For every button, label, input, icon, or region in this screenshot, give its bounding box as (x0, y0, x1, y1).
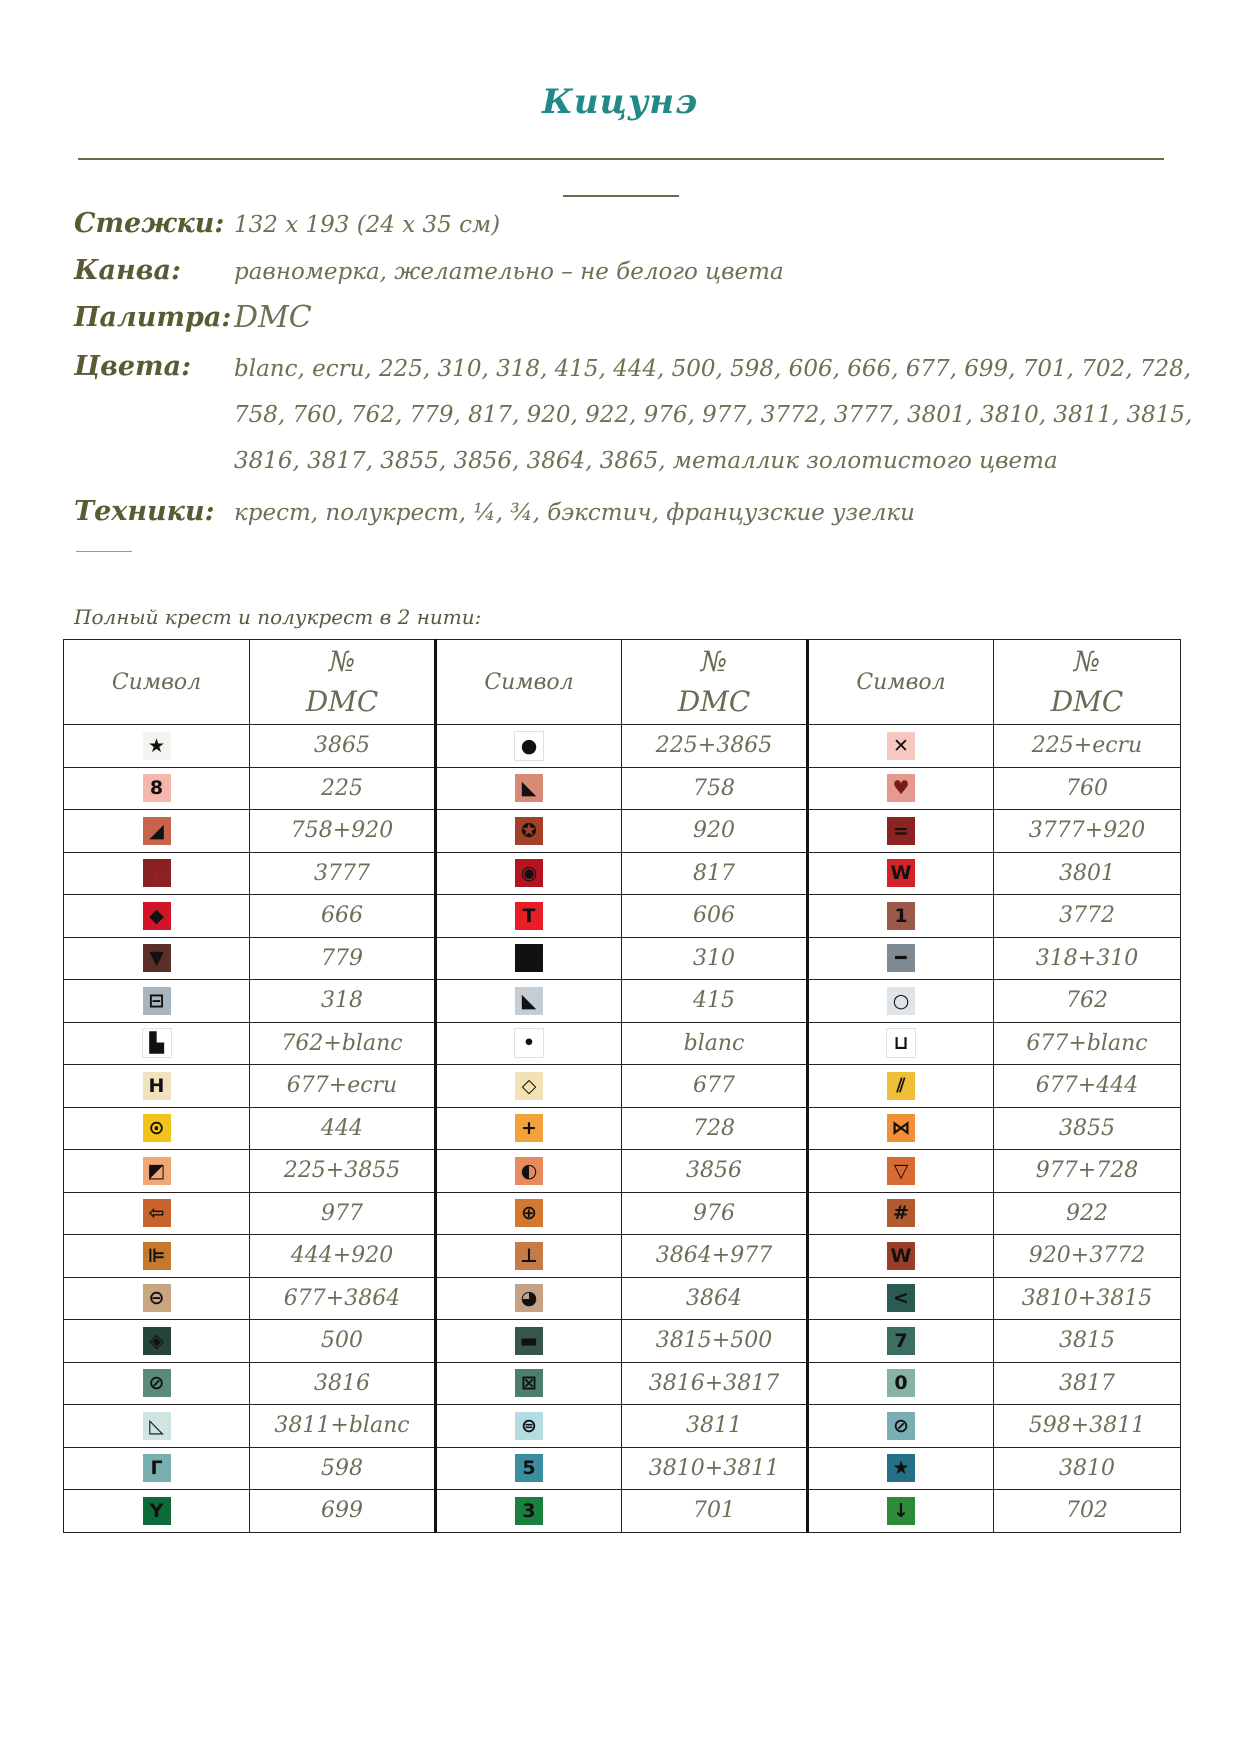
table-row (64, 1277, 1181, 1320)
dmc-code-cell: 3810 (994, 1447, 1181, 1490)
dmc-code-cell: 3816 (250, 1362, 436, 1405)
header-dmc (994, 640, 1181, 725)
dmc-code-cell: 760 (994, 767, 1181, 810)
symbol-cell (64, 1192, 250, 1235)
header-dmc-label: DMC (677, 685, 751, 718)
symbol-cell (436, 1107, 622, 1150)
table-row (64, 895, 1181, 938)
dmc-code-cell: 225+3865 (622, 725, 808, 768)
color-symbol-icon: ◇ (515, 1072, 543, 1100)
table-row (64, 1192, 1181, 1235)
color-symbol-icon: • (515, 1029, 543, 1057)
dmc-code-cell: 779 (250, 937, 436, 980)
dmc-code-cell: 598 (250, 1447, 436, 1490)
color-symbol-icon: ⊥ (515, 1242, 543, 1270)
color-symbol-icon: ⊠ (515, 1369, 543, 1397)
dmc-code-cell: blanc (622, 1022, 808, 1065)
color-symbol-icon: ⊔ (887, 1029, 915, 1057)
technique-value: крест, полукрест, ¼, ¾, бэкстич, французские узелки (234, 500, 915, 526)
symbol-cell (808, 1362, 994, 1405)
dmc-code-cell: 225+ecru (994, 725, 1181, 768)
color-symbol-icon: 7 (887, 1327, 915, 1355)
color-symbol-icon: ◆ (143, 902, 171, 930)
dmc-code-cell: 3856 (622, 1150, 808, 1193)
table-header-row (64, 640, 1181, 725)
color-symbol-icon: 3 (515, 1497, 543, 1525)
symbol-cell (436, 810, 622, 853)
symbol-cell (436, 1277, 622, 1320)
table-caption: Полный крест и полукрест в 2 нити: (74, 605, 482, 629)
color-symbol-icon: ↓ (887, 1497, 915, 1525)
symbol-cell (808, 810, 994, 853)
color-symbol-icon: H (143, 1072, 171, 1100)
color-symbol-icon: ◕ (515, 1284, 543, 1312)
symbol-cell (64, 1235, 250, 1278)
palette-value: DMC (234, 300, 312, 335)
symbol-cell (64, 1022, 250, 1065)
header-dmc (622, 640, 808, 725)
color-symbol-icon: ⊫ (143, 1242, 171, 1270)
symbol-cell (808, 725, 994, 768)
symbol-cell (436, 725, 622, 768)
symbol-cell (808, 1107, 994, 1150)
technique-label: Техники: (74, 496, 215, 527)
header-symbol: Символ (808, 640, 994, 725)
color-symbol-icon: ◺ (143, 1412, 171, 1440)
color-symbol-icon: ◢ (143, 817, 171, 845)
table-row (64, 980, 1181, 1023)
dmc-code-cell: 3801 (994, 852, 1181, 895)
dmc-code-cell: 3817 (994, 1362, 1181, 1405)
symbol-cell (808, 937, 994, 980)
dmc-code-cell: 977+728 (994, 1150, 1181, 1193)
symbol-cell (436, 1192, 622, 1235)
color-symbol-icon: 8 (143, 774, 171, 802)
dmc-code-cell: 3864+977 (622, 1235, 808, 1278)
dmc-code-cell: 977 (250, 1192, 436, 1235)
symbol-cell (808, 1150, 994, 1193)
dmc-code-cell: 606 (622, 895, 808, 938)
dmc-code-cell: 3777+920 (994, 810, 1181, 853)
color-symbol-icon: ◐ (515, 1157, 543, 1185)
dmc-code-cell: 318 (250, 980, 436, 1023)
color-symbol-icon: ⊘ (887, 1412, 915, 1440)
color-symbol-icon: + (515, 1114, 543, 1142)
color-symbol-icon: 1 (887, 902, 915, 930)
colors-label: Цвета: (74, 351, 192, 382)
color-symbol-icon: 0 (887, 1369, 915, 1397)
dmc-code-cell: 225+3855 (250, 1150, 436, 1193)
color-symbol-icon: ♥ (887, 774, 915, 802)
dmc-code-cell: 920+3772 (994, 1235, 1181, 1278)
symbol-cell (808, 980, 994, 1023)
page-title: Кицунэ (541, 82, 698, 122)
header-symbol: Символ (64, 640, 250, 725)
symbol-cell (436, 937, 622, 980)
dmc-code-cell: 500 (250, 1320, 436, 1363)
dmc-code-cell: 444+920 (250, 1235, 436, 1278)
color-symbol-icon: ⊜ (515, 1412, 543, 1440)
dmc-code-cell: 677+444 (994, 1065, 1181, 1108)
color-symbol-icon: W (887, 1242, 915, 1270)
symbol-cell (436, 1490, 622, 1533)
title-subrule (563, 195, 679, 197)
table-row (64, 810, 1181, 853)
dmc-code-cell: 415 (622, 980, 808, 1023)
header-num-sign: № (1073, 645, 1101, 678)
color-symbol-icon: ⊙ (143, 1114, 171, 1142)
dmc-code-cell: 976 (622, 1192, 808, 1235)
dmc-code-cell: 3815 (994, 1320, 1181, 1363)
color-symbol-icon: ▼ (143, 944, 171, 972)
table-row (64, 937, 1181, 980)
symbol-cell (64, 1405, 250, 1448)
symbol-cell (64, 1150, 250, 1193)
palette-label: Палитра: (74, 302, 232, 333)
dmc-code-cell: 666 (250, 895, 436, 938)
table-row (64, 1022, 1181, 1065)
color-symbol-icon: 5 (515, 1454, 543, 1482)
color-symbol-icon: ▬ (515, 1327, 543, 1355)
symbol-cell (64, 1447, 250, 1490)
color-symbol-icon: = (887, 817, 915, 845)
dmc-code-cell: 3815+500 (622, 1320, 808, 1363)
color-symbol-icon: ◉ (515, 859, 543, 887)
symbol-cell (808, 1022, 994, 1065)
header-num-sign: № (700, 645, 728, 678)
table-row (64, 1320, 1181, 1363)
dmc-code-cell: 225 (250, 767, 436, 810)
symbol-cell (436, 895, 622, 938)
color-symbol-icon: ⊘ (143, 1369, 171, 1397)
dmc-code-cell: 702 (994, 1490, 1181, 1533)
header-dmc-label: DMC (1050, 685, 1124, 718)
dmc-code-cell: 310 (622, 937, 808, 980)
legend-body (64, 725, 1181, 1533)
color-symbol-icon: ┌ (143, 859, 171, 887)
color-symbol-icon: ▙ (143, 1029, 171, 1057)
dmc-code-cell: 922 (994, 1192, 1181, 1235)
symbol-cell (436, 980, 622, 1023)
symbol-cell (808, 1235, 994, 1278)
symbol-cell (808, 1320, 994, 1363)
symbol-cell (808, 767, 994, 810)
dmc-code-cell: 3816+3817 (622, 1362, 808, 1405)
symbol-cell (64, 895, 250, 938)
symbol-cell (808, 1490, 994, 1533)
dmc-code-cell: 3810+3815 (994, 1277, 1181, 1320)
dmc-code-cell: 920 (622, 810, 808, 853)
color-symbol-icon: ■ (515, 944, 543, 972)
colors-value: blanc, ecru, 225, 310, 318, 415, 444, 500, 598, 606, 666, 677, 699, 701, 702, 728, 758, 760, 762, 779, 817, 920, 922, 976, 977, 3772, 3777, 3801, 3810, 3811, 3815, 3816, 3817, 3855, 3856, 3864, 3865, металлик золотистого цвета (234, 356, 1193, 474)
symbol-cell (64, 725, 250, 768)
symbol-cell (436, 852, 622, 895)
header-dmc (250, 640, 436, 725)
table-row (64, 1107, 1181, 1150)
color-symbol-icon: < (887, 1284, 915, 1312)
color-symbol-icon: # (887, 1199, 915, 1227)
color-symbol-icon: W (887, 859, 915, 887)
symbol-cell (808, 1192, 994, 1235)
symbol-cell (64, 767, 250, 810)
header-symbol: Символ (436, 640, 622, 725)
dmc-code-cell: 318+310 (994, 937, 1181, 980)
dmc-code-cell: 3777 (250, 852, 436, 895)
symbol-cell (436, 1320, 622, 1363)
symbol-cell (436, 1235, 622, 1278)
dmc-code-cell: 3772 (994, 895, 1181, 938)
dmc-code-cell: 758+920 (250, 810, 436, 853)
canvas-label: Канва: (74, 255, 181, 286)
dmc-code-cell: 762+blanc (250, 1022, 436, 1065)
info-rule (76, 551, 132, 552)
symbol-cell (436, 1150, 622, 1193)
symbol-cell (436, 1405, 622, 1448)
symbol-cell (808, 895, 994, 938)
title-rule (78, 158, 1164, 160)
color-symbol-icon: Y (143, 1497, 171, 1525)
dmc-code-cell: 444 (250, 1107, 436, 1150)
header-dmc-label: DMC (305, 685, 379, 718)
symbol-cell (64, 1065, 250, 1108)
dmc-code-cell: 728 (622, 1107, 808, 1150)
dmc-code-cell: 598+3811 (994, 1405, 1181, 1448)
symbol-cell (436, 1022, 622, 1065)
symbol-cell (436, 1065, 622, 1108)
color-symbol-icon: ✪ (515, 817, 543, 845)
symbol-cell (64, 1320, 250, 1363)
color-symbol-icon: ⊖ (143, 1284, 171, 1312)
color-legend-table (63, 639, 1181, 1533)
symbol-cell (64, 1490, 250, 1533)
dmc-code-cell: 677 (622, 1065, 808, 1108)
dmc-code-cell: 677+blanc (994, 1022, 1181, 1065)
symbol-cell (808, 1447, 994, 1490)
dmc-code-cell: 701 (622, 1490, 808, 1533)
dmc-code-cell: 677+ecru (250, 1065, 436, 1108)
symbol-cell (64, 1362, 250, 1405)
table-row (64, 1447, 1181, 1490)
symbol-cell (64, 810, 250, 853)
color-symbol-icon: ◣ (515, 987, 543, 1015)
color-symbol-icon: ▽ (887, 1157, 915, 1185)
color-symbol-icon: Γ (143, 1454, 171, 1482)
symbol-cell (64, 1277, 250, 1320)
color-symbol-icon: ━ (887, 944, 915, 972)
symbol-cell (64, 1107, 250, 1150)
color-symbol-icon: ★ (887, 1454, 915, 1482)
header-num-sign: № (328, 645, 356, 678)
color-symbol-icon: ⫽ (887, 1072, 915, 1100)
symbol-cell (436, 1362, 622, 1405)
color-symbol-icon: ⊕ (515, 1199, 543, 1227)
dmc-code-cell: 3811 (622, 1405, 808, 1448)
size-label: Стежки: (74, 208, 225, 239)
color-symbol-icon: ⊟ (143, 987, 171, 1015)
symbol-cell (808, 1405, 994, 1448)
symbol-cell (64, 852, 250, 895)
table-row (64, 1362, 1181, 1405)
dmc-code-cell: 3811+blanc (250, 1405, 436, 1448)
color-symbol-icon: ○ (887, 987, 915, 1015)
symbol-cell (808, 1065, 994, 1108)
dmc-code-cell: 762 (994, 980, 1181, 1023)
canvas-value: равномерка, желательно – не белого цвета (234, 259, 784, 285)
symbol-cell (808, 852, 994, 895)
color-symbol-icon: T (515, 902, 543, 930)
symbol-cell (808, 1277, 994, 1320)
dmc-code-cell: 699 (250, 1490, 436, 1533)
dmc-code-cell: 3855 (994, 1107, 1181, 1150)
dmc-code-cell: 3865 (250, 725, 436, 768)
table-row (64, 852, 1181, 895)
table-row (64, 725, 1181, 768)
dmc-code-cell: 3810+3811 (622, 1447, 808, 1490)
symbol-cell (64, 980, 250, 1023)
color-symbol-icon: ◣ (515, 774, 543, 802)
color-symbol-icon: ◩ (143, 1157, 171, 1185)
symbol-cell (64, 937, 250, 980)
color-symbol-icon: ⋈ (887, 1114, 915, 1142)
size-value: 132 x 193 (24 x 35 см) (234, 212, 501, 238)
table-row (64, 1490, 1181, 1533)
color-symbol-icon: ⇦ (143, 1199, 171, 1227)
table-row (64, 1150, 1181, 1193)
dmc-code-cell: 3864 (622, 1277, 808, 1320)
color-symbol-icon: ● (515, 732, 543, 760)
table-row (64, 1235, 1181, 1278)
table-row (64, 1065, 1181, 1108)
dmc-code-cell: 817 (622, 852, 808, 895)
dmc-code-cell: 677+3864 (250, 1277, 436, 1320)
symbol-cell (436, 1447, 622, 1490)
color-symbol-icon: ✕ (887, 732, 915, 760)
table-row (64, 767, 1181, 810)
dmc-code-cell: 758 (622, 767, 808, 810)
symbol-cell (436, 767, 622, 810)
table-row (64, 1405, 1181, 1448)
color-symbol-icon: ◈ (143, 1327, 171, 1355)
color-symbol-icon: ★ (143, 732, 171, 760)
